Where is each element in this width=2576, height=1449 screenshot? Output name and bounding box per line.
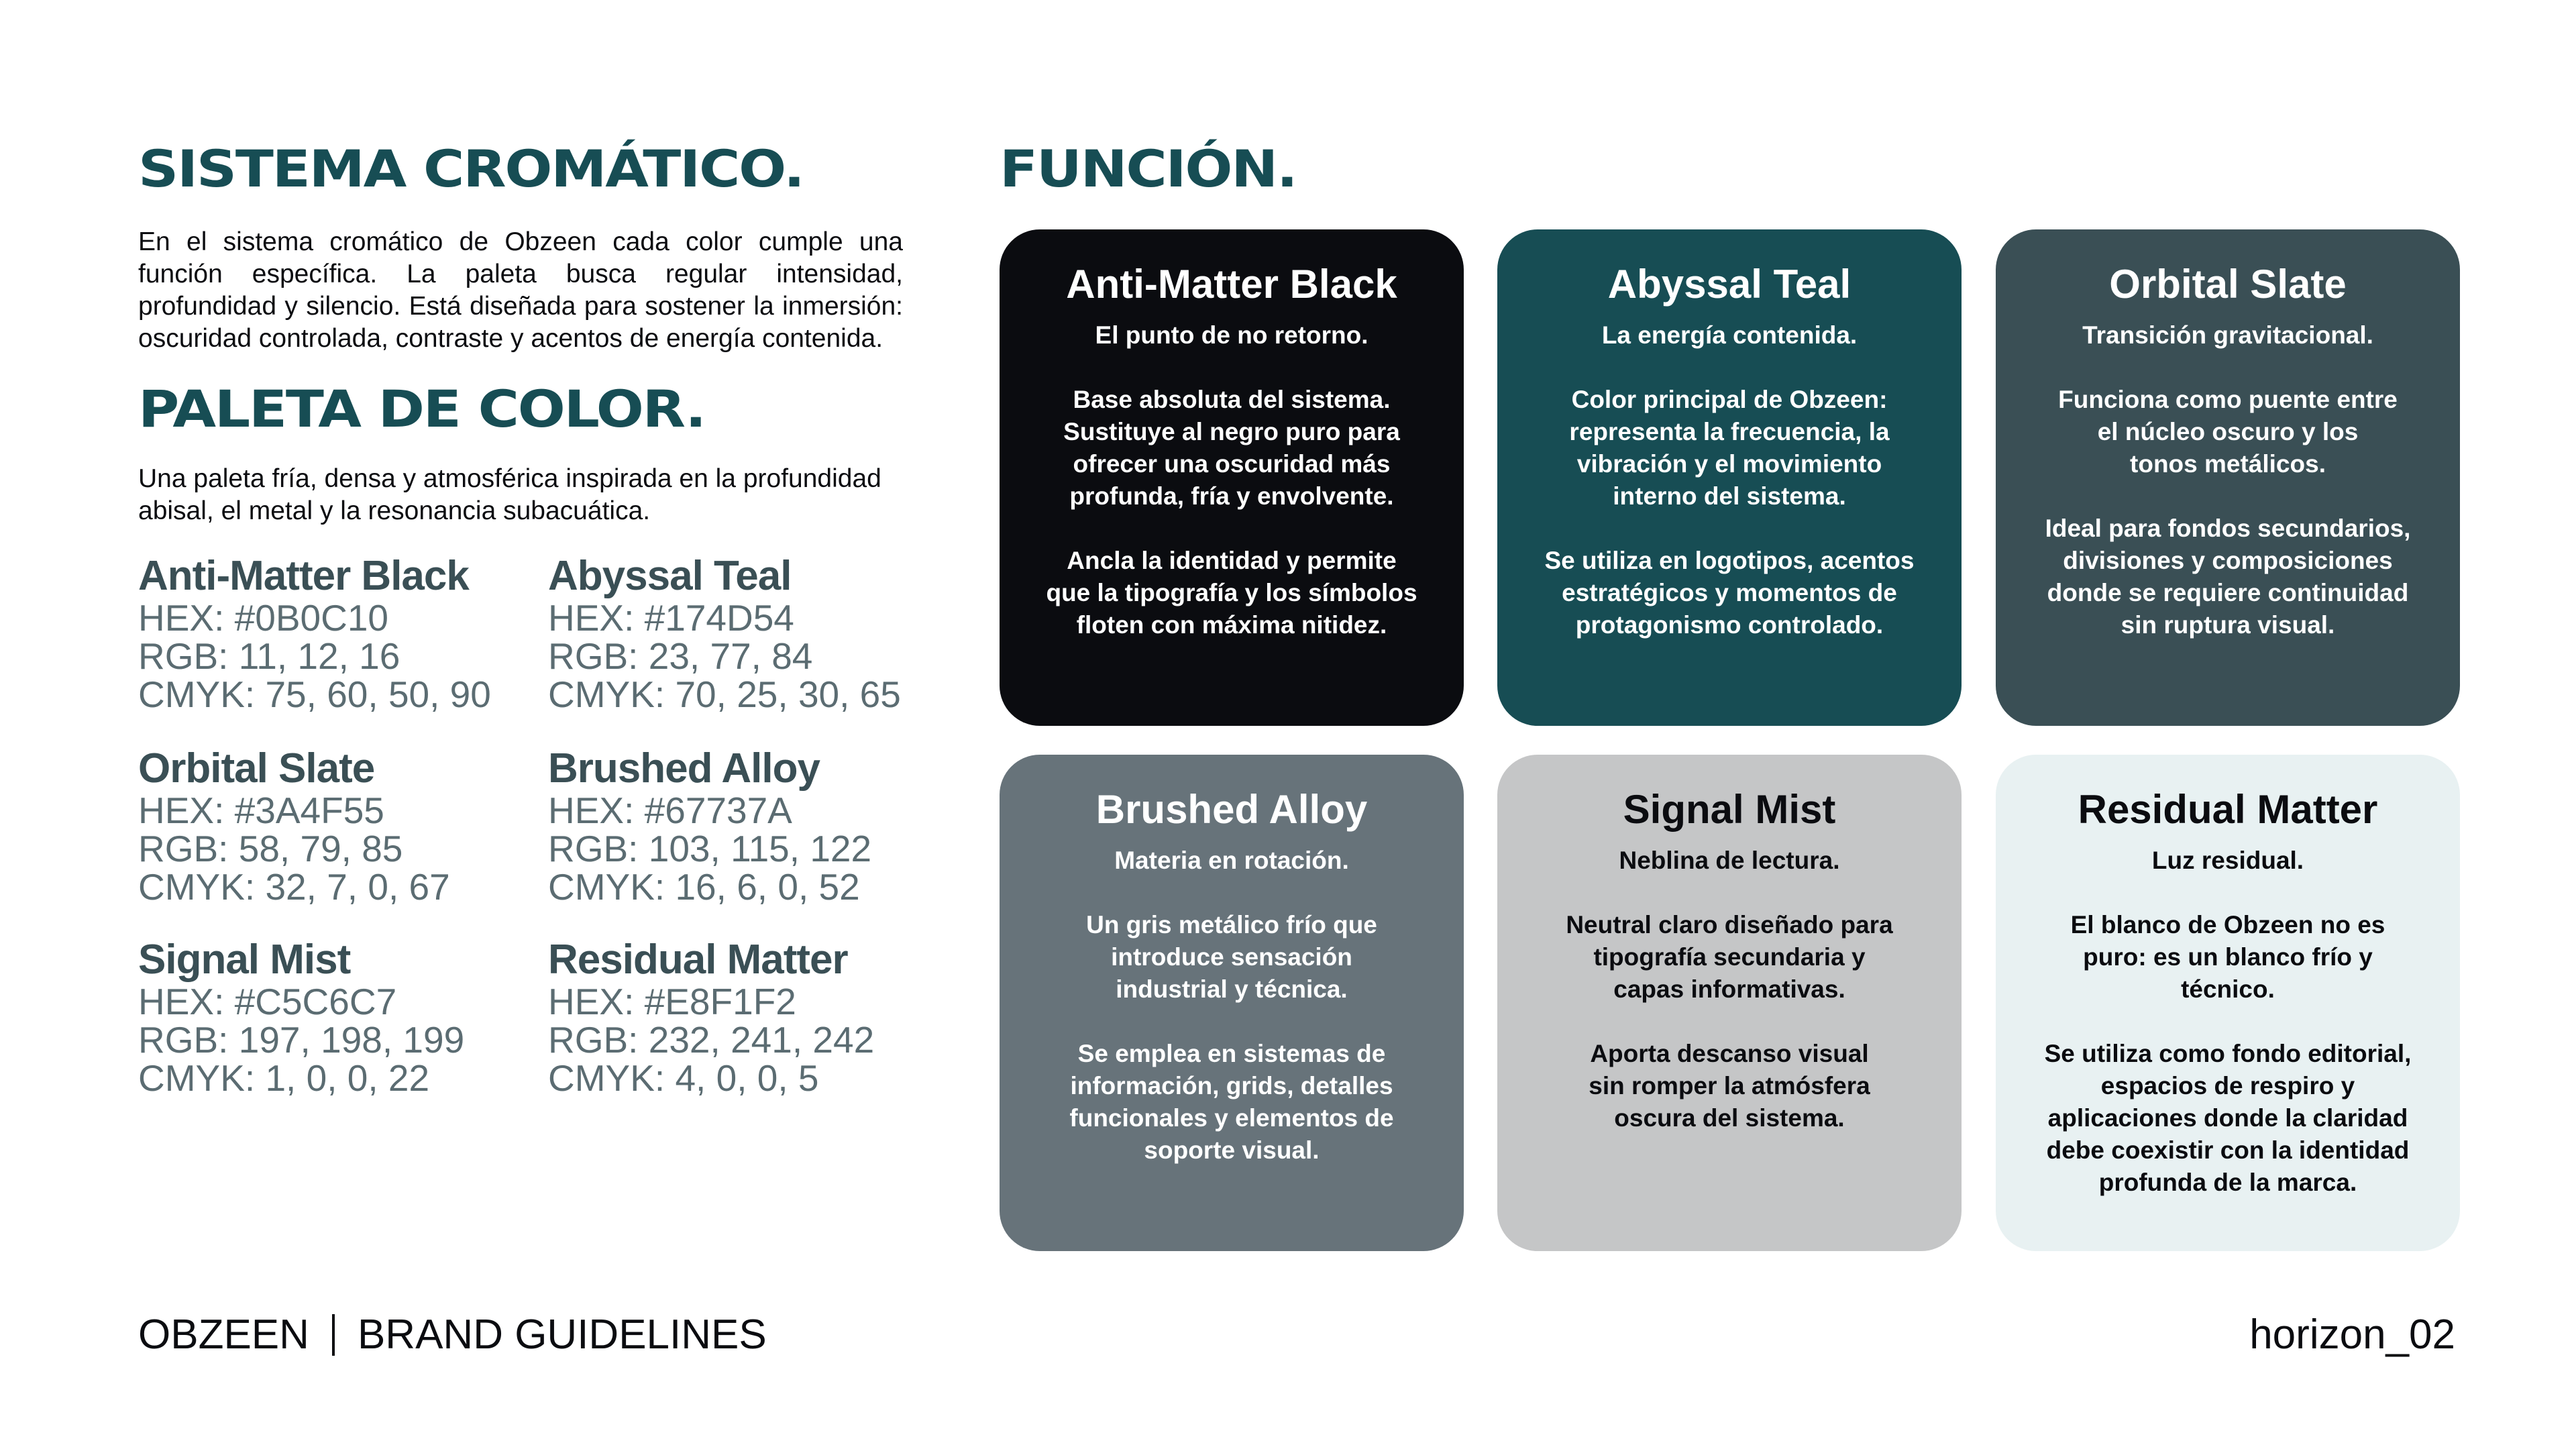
swatch-hex: HEX: #0B0C10	[138, 597, 388, 639]
card-usage: Se utiliza en logotipos, acentos estratégicos y momentos de protagonismo controlado.	[1544, 547, 1915, 639]
card-usage: Ancla la identidad y permite que la tipografía y los símbolos floten con máxima nitidez.	[1046, 547, 1417, 639]
swatch-abyssal-teal	[548, 553, 924, 714]
swatch-signal-mist	[138, 937, 514, 1097]
card-description: Base absoluta del sistema. Sustituye al negro puro para ofrecer una oscuridad más profunda, fría y envolvente.	[1063, 386, 1400, 510]
card-description: Funciona como puente entre el núcleo oscuro y los tonos metálicos.	[2058, 386, 2398, 478]
swatch-hex: HEX: #174D54	[548, 597, 794, 639]
swatch-rgb: RGB: 232, 241, 242	[548, 1019, 875, 1061]
card-title: Brushed Alloy	[1095, 787, 1368, 832]
palette-heading: PALETA DE COLOR.	[138, 379, 705, 439]
card-orbital-slate	[1996, 229, 2460, 726]
swatch-anti-matter-black	[138, 553, 514, 714]
swatch-cmyk: CMYK: 32, 7, 0, 67	[138, 866, 450, 908]
swatch-name: Brushed Alloy	[548, 745, 820, 792]
function-heading: FUNCIÓN.	[1000, 139, 1297, 199]
swatch-rgb: RGB: 197, 198, 199	[138, 1019, 465, 1061]
swatch-hex: HEX: #C5C6C7	[138, 981, 397, 1022]
card-description: Un gris metálico frío que introduce sensación industrial y técnica.	[1086, 911, 1377, 1003]
swatch-name: Residual Matter	[548, 936, 848, 983]
footer-brand-name: OBZEEN	[138, 1311, 309, 1358]
swatch-hex: HEX: #E8F1F2	[548, 981, 796, 1022]
card-brushed-alloy	[1000, 755, 1464, 1251]
card-title: Abyssal Teal	[1607, 262, 1851, 307]
card-description: Neutral claro diseñado para tipografía secundaria y capas informativas.	[1566, 911, 1893, 1003]
card-subtitle: Neblina de lectura.	[1619, 847, 1840, 874]
card-usage: Se emplea en sistemas de información, grids, detalles funcionales y elementos de soporte visual.	[1069, 1040, 1394, 1164]
swatch-cmyk: CMYK: 70, 25, 30, 65	[548, 674, 901, 715]
palette-text: Una paleta fría, densa y atmosférica inspirada en la profundidad abisal, el metal y la resonancia subacuática.	[138, 464, 881, 525]
card-usage: Aporta descanso visual sin romper la atmósfera oscura del sistema.	[1589, 1040, 1870, 1132]
swatch-name: Signal Mist	[138, 936, 351, 983]
card-title: Residual Matter	[2078, 787, 2378, 832]
swatch-rgb: RGB: 58, 79, 85	[138, 828, 403, 869]
card-title: Anti-Matter Black	[1066, 262, 1397, 307]
swatch-rgb: RGB: 103, 115, 122	[548, 828, 872, 869]
card-description: Color principal de Obzeen: representa la frecuencia, la vibración y el movimiento interno del sistema.	[1569, 386, 1890, 510]
swatch-residual-matter	[548, 937, 924, 1097]
swatch-name: Abyssal Teal	[548, 553, 792, 599]
footer-section: BRAND GUIDELINES	[357, 1311, 767, 1358]
card-description: El blanco de Obzeen no es puro: es un blanco frío y técnico.	[2070, 911, 2385, 1003]
footer-page-label: horizon_02	[2249, 1311, 2455, 1358]
card-abyssal-teal	[1497, 229, 1962, 726]
card-residual-matter	[1996, 755, 2460, 1251]
card-usage: Se utiliza como fondo editorial, espacios de respiro y aplicaciones donde la claridad debe coexistir con la identidad profunda de la marca.	[2044, 1040, 2412, 1196]
card-subtitle: Materia en rotación.	[1114, 847, 1349, 874]
intro-heading: SISTEMA CROMÁTICO.	[138, 139, 804, 199]
swatch-brushed-alloy	[548, 746, 924, 906]
card-usage: Ideal para fondos secundarios, divisiones y composiciones donde se requiere continuidad sin ruptura visual.	[2045, 515, 2411, 639]
intro-text: En el sistema cromático de Obzeen cada color cumple una función específica. La paleta busca regular intensidad, profundidad y silencio. Está diseñada para sostener la inmersión: oscuridad controlada, contraste y acentos de energía contenida.	[138, 227, 903, 353]
card-signal-mist	[1497, 755, 1962, 1251]
footer-divider	[332, 1314, 335, 1356]
swatch-orbital-slate	[138, 746, 514, 906]
card-anti-matter-black	[1000, 229, 1464, 726]
swatch-cmyk: CMYK: 75, 60, 50, 90	[138, 674, 491, 715]
card-subtitle: La energía contenida.	[1601, 321, 1858, 349]
card-subtitle: Luz residual.	[2151, 847, 2304, 874]
swatch-rgb: RGB: 23, 77, 84	[548, 635, 813, 677]
swatch-cmyk: CMYK: 4, 0, 0, 5	[548, 1057, 819, 1099]
swatch-cmyk: CMYK: 1, 0, 0, 22	[138, 1057, 430, 1099]
swatch-name: Anti-Matter Black	[138, 553, 469, 599]
swatch-rgb: RGB: 11, 12, 16	[138, 635, 400, 677]
card-subtitle: El punto de no retorno.	[1095, 321, 1368, 349]
swatch-cmyk: CMYK: 16, 6, 0, 52	[548, 866, 860, 908]
swatch-name: Orbital Slate	[138, 745, 375, 792]
card-title: Signal Mist	[1623, 787, 1836, 832]
card-title: Orbital Slate	[2109, 262, 2347, 307]
swatch-hex: HEX: #3A4F55	[138, 790, 384, 831]
swatch-hex: HEX: #67737A	[548, 790, 792, 831]
footer-brand	[138, 1311, 767, 1358]
card-subtitle: Transición gravitacional.	[2082, 321, 2373, 349]
